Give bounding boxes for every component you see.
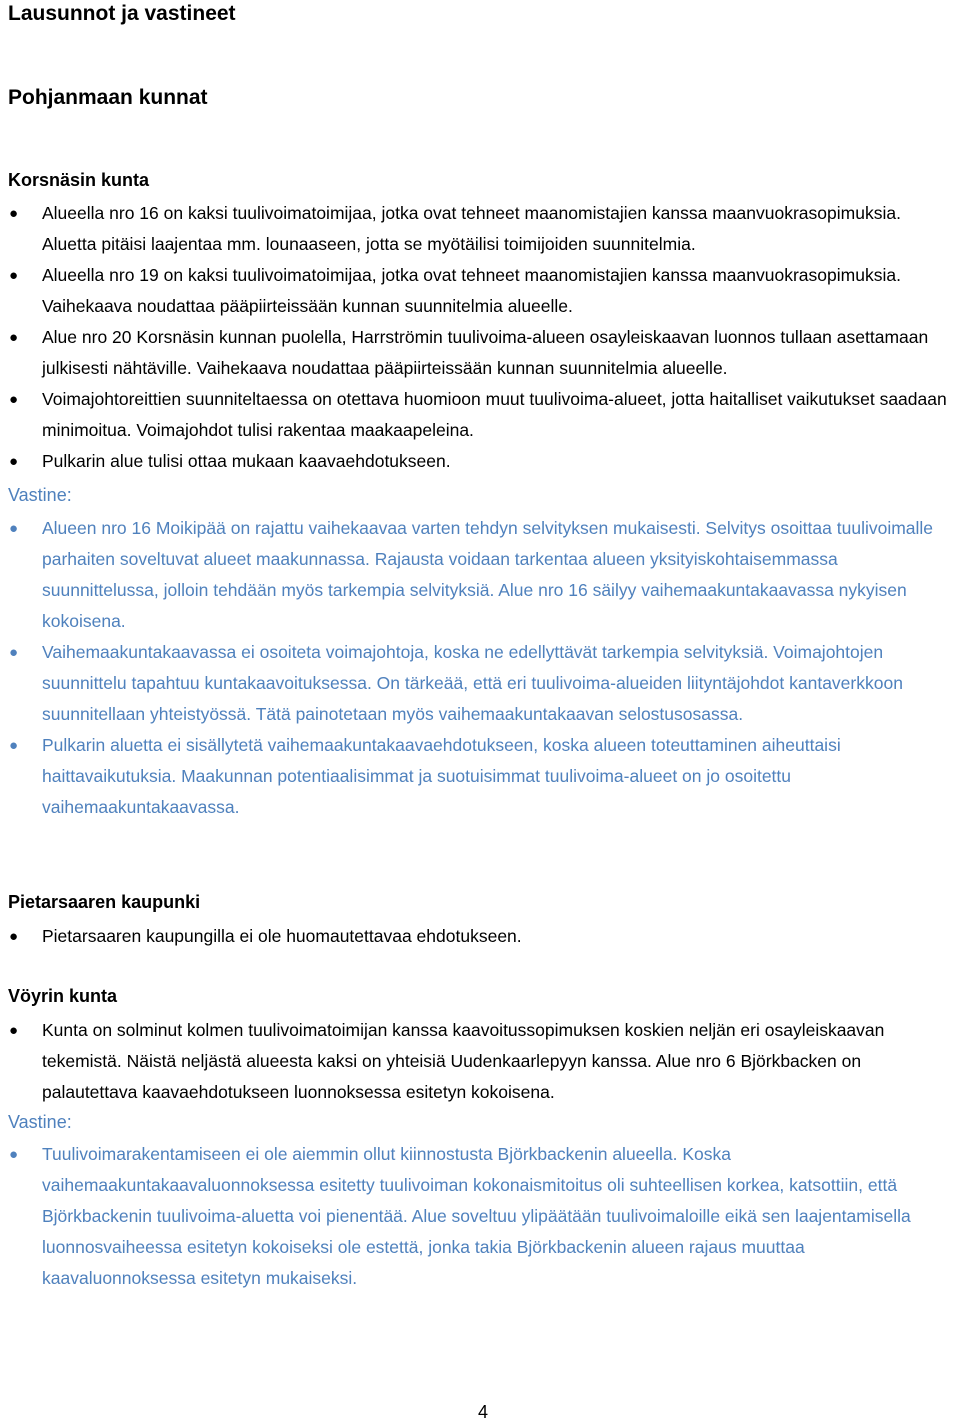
list-item: ● Voimajohtoreittien suunniteltaessa on otettava huomioon muut tuulivoima-alueet, jotta haitalliset vaikutukset saadaan minimoitua. Voimajohdot tulisi rakentaa maakaapeleina. [8,384,953,446]
section-heading-voyri: Vöyrin kunta [8,986,118,1006]
bullet-icon: ● [9,928,19,945]
bullet-icon: ● [9,1146,19,1163]
korsnas-statement-list [8,198,953,477]
page-number: 4 [478,1402,489,1422]
section-heading-pietarsaari: Pietarsaaren kaupunki [8,892,201,912]
bullet-icon: ● [9,391,19,408]
page-title: Lausunnot ja vastineet [8,2,236,25]
vastine-label-korsnas: Vastine: [8,485,72,505]
bullet-icon: ● [9,205,19,222]
region-heading: Pohjanmaan kunnat [8,86,208,109]
list-item: ● Pulkarin alue tulisi ottaa mukaan kaavaehdotukseen. [8,446,953,477]
list-item: ● Alueella nro 16 on kaksi tuulivoimatoimijaa, jotka ovat tehneet maanomistajien kanssa maanvuokrasopimuksia. Aluetta pitäisi laajentaa mm. lounaaseen, jotta se myötäilisi toimijoiden suunnitelmia. [8,198,953,260]
voyri-statement-list [8,1015,953,1108]
bullet-icon: ● [9,644,19,661]
list-item: ● Pietarsaaren kaupungilla ei ole huomautettavaa ehdotukseen. [8,921,953,952]
bullet-icon: ● [9,737,19,754]
list-item: ● Pulkarin aluetta ei sisällytetä vaihemaakuntakaavaehdotukseen, koska alueen toteuttaminen aiheuttaisi haittavaikutuksia. Maakunnan potentiaalisimmat ja suotuisimmat tuulivoima-alueet on jo osoitettu vaihemaakuntakaavassa. [8,730,953,823]
section-heading-korsnas: Korsnäsin kunta [8,170,150,190]
list-item: ● Tuulivoimarakentamiseen ei ole aiemmin ollut kiinnostusta Björkbackenin alueella. Koska vaihemaakuntakaavaluonnoksessa esitetty tuulivoiman kokonaismitoitus oli suhteellisen korkea, katsottiin, että Björkbackenin tuulivoima-aluetta voi pienentää. Alue soveltuu ylipäätään tuulivoimaloille eikä sen laajentamisella luonnosvaiheessa esitetyn kokoiseksi ole estettä, jonka takia Björkbackenin alueen rajaus muuttaa kaavaluonnoksessa esitetyn mukaiseksi. [8,1139,953,1294]
bullet-icon: ● [9,453,19,470]
vastine-label-voyri: Vastine: [8,1112,72,1132]
bullet-icon: ● [9,329,19,346]
korsnas-response-list [8,513,953,823]
list-item: ● Alue nro 20 Korsnäsin kunnan puolella, Harrströmin tuulivoima-alueen osayleiskaavan luonnos tullaan asettamaan julkisesti nähtäville. Vaihekaava noudattaa pääpiirteissään kunnan suunnitelmia alueelle. [8,322,953,384]
list-item: ● Alueella nro 19 on kaksi tuulivoimatoimijaa, jotka ovat tehneet maanomistajien kanssa maanvuokrasopimuksia. Vaihekaava noudattaa pääpiirteissään kunnan suunnitelmia alueelle. [8,260,953,322]
voyri-response-list [8,1139,953,1294]
list-item: ● Vaihemaakuntakaavassa ei osoiteta voimajohtoja, koska ne edellyttävät tarkempia selvityksiä. Voimajohtojen suunnittelu tapahtuu kuntakaavoituksessa. On tärkeää, että eri tuulivoima-alueiden liityntäjohdot kantaverkkoon suunnitellaan yhteistyössä. Tätä painotetaan myös vaihemaakuntakaavan selostusosassa. [8,637,953,730]
bullet-icon: ● [9,1022,19,1039]
bullet-icon: ● [9,267,19,284]
bullet-icon: ● [9,520,19,537]
pietarsaari-statement-list [8,921,953,952]
list-item: ● Alueen nro 16 Moikipää on rajattu vaihekaavaa varten tehdyn selvityksen mukaisesti. Selvitys osoittaa tuulivoimalle parhaiten soveltuvat alueet maakunnassa. Rajausta voidaan tarkentaa alueen yksityiskohtaisemmassa suunnittelussa, jolloin tehdään myös tarkempia selvityksiä. Alue nro 16 säilyy vaihemaakuntakaavassa nykyisen kokoisena. [8,513,953,637]
list-item: ● Kunta on solminut kolmen tuulivoimatoimijan kanssa kaavoitussopimuksen koskien neljän eri osayleiskaavan tekemistä. Näistä neljästä alueesta kaksi on yhteisiä Uudenkaarlepyyn kanssa. Alue nro 6 Björkbacken on palautettava kaavaehdotukseen luonnoksessa esitetyn kokoisena. [8,1015,953,1108]
